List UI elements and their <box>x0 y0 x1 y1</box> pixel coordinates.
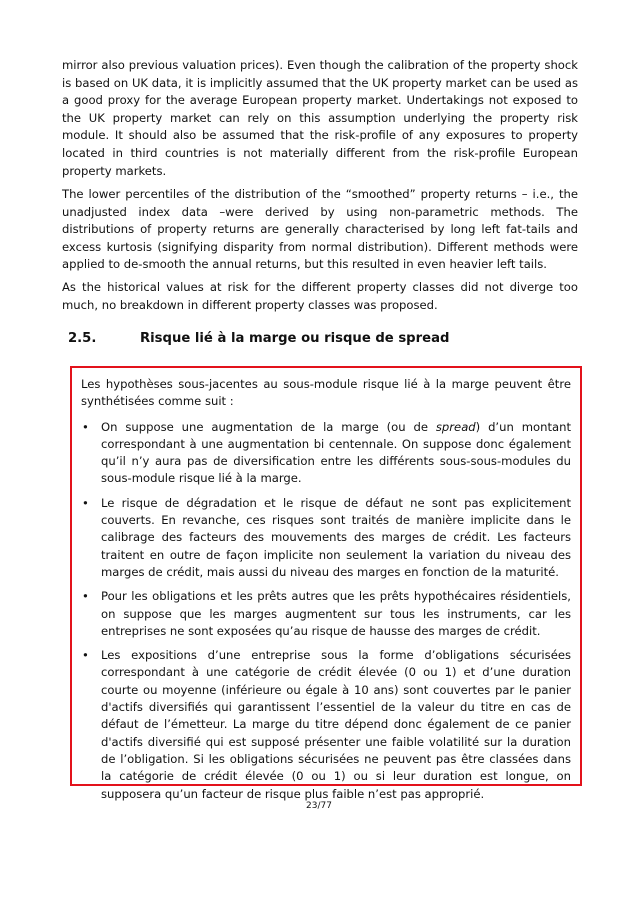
list-item <box>81 647 571 803</box>
bullet-icon: • <box>82 419 89 434</box>
bullet-icon: • <box>82 495 89 510</box>
body-paragraph-2: The lower percentiles of the distribution of the “smoothed” property returns – i.e., the unadjusted index data –were derived by using non-parametric methods. The distributions of property returns are generally characterised by long left fat-tails and excess kurtosis (signifying disparity from normal distribution). Different methods were applied to de-smooth the annual returns, but this resulted in even heavier left tails. <box>62 187 578 272</box>
section-heading <box>68 330 588 348</box>
list-item-text-start: On suppose une augmentation de la marge (ou de <box>101 419 436 434</box>
list-item <box>81 588 571 640</box>
list-item-emphasis: spread <box>435 419 476 434</box>
page-number: 23/77 <box>306 801 332 811</box>
list-item-text: Le risque de dégradation et le risque de défaut ne sont pas explicitement couverts. En revanche, ces risques sont traités de manière implicite dans le calibrage des facteurs des mouvements des marges de crédit. Les facteurs traitent en outre de façon implicite non seulement la variation du niveau des marges de crédit, mais aussi du niveau des marges en fonction de la maturité. <box>101 495 571 579</box>
list-item-text: Pour les obligations et les prêts autres que les prêts hypothécaires résidentiels, on suppose que les marges augmentent sur tous les instruments, car les entreprises ne sont exposées qu’au risque de hausse des marges de crédit. <box>101 589 571 638</box>
box-intro: Les hypothèses sous-jacentes au sous-module risque lié à la marge peuvent être synthétisées comme suit : <box>81 377 571 409</box>
list-item <box>81 495 571 581</box>
list-item-text-end: ) d’un montant correspondant à une augmentation bi centennale. On suppose donc également qu’il n’y aura pas de diversification entre les différents sous-sous-modules du sous-module risque lié à la marge. <box>101 419 571 486</box>
body-paragraph-3: As the historical values at risk for the different property classes did not diverge too much, no breakdown in different property classes was proposed. <box>62 280 578 312</box>
body-paragraph-1: mirror also previous valuation prices). Even though the calibration of the property shock is based on UK data, it is implicitly assumed that the UK property market can be used as a good proxy for the average European property market. Undertakings not exposed to the UK property market can rely on this assumption underlying the property risk module. It should also be assumed that the risk-profile of any exposures to property located in third countries is not materially different from the risk-profile European property markets. <box>62 58 578 178</box>
assumptions-box <box>70 366 582 801</box>
list-item <box>81 419 571 488</box>
bullet-icon: • <box>82 648 89 663</box>
bullet-icon: • <box>82 589 89 604</box>
assumptions-list <box>81 419 571 803</box>
section-number: 2.5. <box>68 331 97 346</box>
section-title: Risque lié à la marge ou risque de spread <box>140 331 450 346</box>
list-item-text: Les expositions d’une entreprise sous la forme d’obligations sécurisées correspondant à une catégorie de crédit élevée (0 ou 1) et d’une duration courte ou moyenne (inférieure ou égale à 10 ans) sont couvertes par le panier d'actifs diversifiés qui garantissent l’essentiel de la valeur du titre en cas de défaut de l’émetteur. La marge du titre dépend donc également de ce panier d'actifs diversifié qui est supposé présenter une faible volatilité sur la duration de l’obligation. Si les obligations sécurisées ne peuvent pas être classées dans la catégorie de crédit élevée (0 ou 1) ou si leur duration est longue, on supposera qu’un facteur de risque plus faible n’est pas approprié. <box>101 648 571 801</box>
